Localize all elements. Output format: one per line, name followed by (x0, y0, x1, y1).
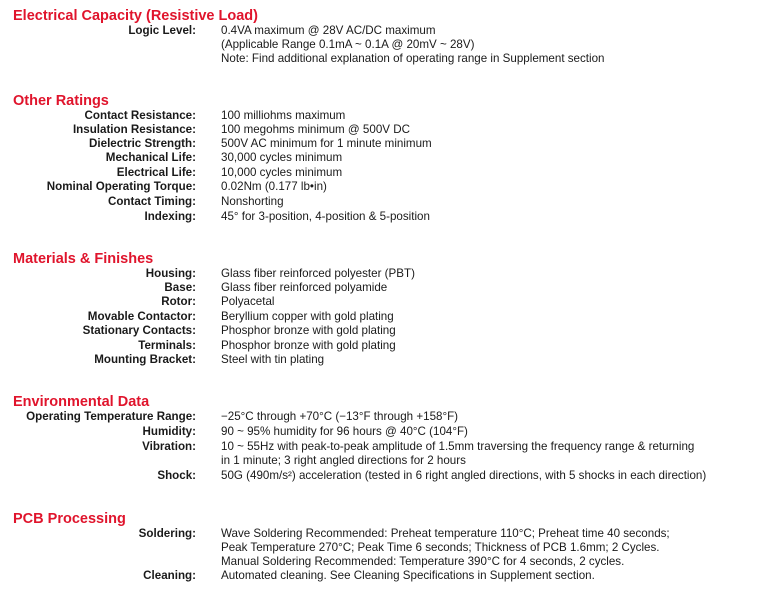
spec-value: −25°C through +70°C (−13°F through +158°F) (221, 410, 459, 423)
spec-row-continued (0, 38, 772, 52)
spec-value: 500V AC minimum for 1 minute minimum (221, 137, 432, 150)
spec-row-continued (0, 541, 772, 555)
spec-row (0, 210, 772, 224)
spec-row (0, 295, 772, 309)
spec-label: Humidity: (142, 425, 196, 438)
spec-row (0, 527, 772, 541)
spec-label: Housing: (145, 267, 196, 280)
spec-row (0, 267, 772, 281)
spec-label: Stationary Contacts: (82, 324, 196, 337)
spec-label: Nominal Operating Torque: (46, 180, 196, 193)
spec-label: Terminals: (138, 339, 196, 352)
spec-label: Indexing: (144, 210, 196, 223)
spec-label: Soldering: (138, 527, 196, 540)
spec-row (0, 324, 772, 338)
spec-row (0, 410, 772, 424)
spec-value: 10,000 cycles minimum (221, 166, 343, 179)
spec-label: Contact Timing: (107, 195, 196, 208)
spec-value: Glass fiber reinforced polyester (PBT) (221, 267, 415, 280)
spec-row (0, 339, 772, 353)
spec-label: Mechanical Life: (105, 151, 196, 164)
spec-row (0, 24, 772, 38)
section-title: Environmental Data (13, 394, 150, 410)
spec-value: Wave Soldering Recommended: Preheat temperature 110°C; Preheat time 40 seconds; (221, 527, 670, 540)
spec-value: 100 milliohms maximum (221, 109, 346, 122)
spec-row-continued (0, 454, 772, 468)
spec-value: 45° for 3-position, 4-position & 5-position (221, 210, 430, 223)
spec-value: 0.4VA maximum @ 28V AC/DC maximum (221, 24, 436, 37)
spec-label: Base: (164, 281, 196, 294)
spec-row (0, 310, 772, 324)
spec-row (0, 123, 772, 137)
spec-row (0, 569, 772, 583)
spec-value: Phosphor bronze with gold plating (221, 324, 396, 337)
spec-row (0, 137, 772, 151)
spec-label: Operating Temperature Range: (26, 410, 196, 423)
spec-value: Nonshorting (221, 195, 284, 208)
spec-label: Mounting Bracket: (94, 353, 196, 366)
spec-row (0, 109, 772, 123)
spec-label: Logic Level: (128, 24, 196, 37)
spec-value: Phosphor bronze with gold plating (221, 339, 396, 352)
spec-value: 10 ~ 55Hz with peak-to-peak amplitude of 1.5mm traversing the frequency range & returning (221, 440, 695, 453)
spec-value: Peak Temperature 270°C; Peak Time 6 seconds; Thickness of PCB 1.6mm; 2 Cycles. (221, 541, 660, 554)
spec-value: 0.02Nm (0.177 lb•in) (221, 180, 327, 193)
spec-row (0, 281, 772, 295)
spec-row-continued (0, 52, 772, 66)
spec-value: Polyacetal (221, 295, 275, 308)
spec-value: in 1 minute; 3 right angled directions for 2 hours (221, 454, 466, 467)
spec-label: Rotor: (161, 295, 196, 308)
spec-value: Glass fiber reinforced polyamide (221, 281, 388, 294)
spec-row (0, 469, 772, 483)
spec-value: Note: Find additional explanation of operating range in Supplement section (221, 52, 605, 65)
spec-label: Vibration: (142, 440, 196, 453)
spec-label: Electrical Life: (116, 166, 196, 179)
spec-value: 50G (490m/s²) acceleration (tested in 6 right angled directions, with 5 shocks in each direction) (221, 469, 707, 482)
spec-row (0, 180, 772, 194)
spec-row (0, 440, 772, 454)
spec-row (0, 195, 772, 209)
spec-value: Steel with tin plating (221, 353, 325, 366)
spec-value: Beryllium copper with gold plating (221, 310, 394, 323)
section-title: Other Ratings (13, 93, 109, 109)
spec-label: Cleaning: (143, 569, 196, 582)
section-title: PCB Processing (13, 511, 126, 527)
spec-row (0, 353, 772, 367)
spec-row-continued (0, 555, 772, 569)
spec-value: 30,000 cycles minimum (221, 151, 343, 164)
spec-row (0, 166, 772, 180)
spec-value: Automated cleaning. See Cleaning Specifications in Supplement section. (221, 569, 595, 582)
spec-row (0, 425, 772, 439)
spec-value: 100 megohms minimum @ 500V DC (221, 123, 410, 136)
spec-label: Shock: (157, 469, 196, 482)
spec-label: Movable Contactor: (87, 310, 196, 323)
spec-value: 90 ~ 95% humidity for 96 hours @ 40°C (104°F) (221, 425, 468, 438)
section-title: Materials & Finishes (13, 251, 154, 267)
spec-label: Insulation Resistance: (72, 123, 196, 136)
section-title: Electrical Capacity (Resistive Load) (13, 8, 258, 24)
spec-value: (Applicable Range 0.1mA ~ 0.1A @ 20mV ~ 28V) (221, 38, 475, 51)
spec-value: Manual Soldering Recommended: Temperature 390°C for 4 seconds, 2 cycles. (221, 555, 625, 568)
spec-label: Dielectric Strength: (89, 137, 196, 150)
spec-row (0, 151, 772, 165)
spec-label: Contact Resistance: (84, 109, 196, 122)
